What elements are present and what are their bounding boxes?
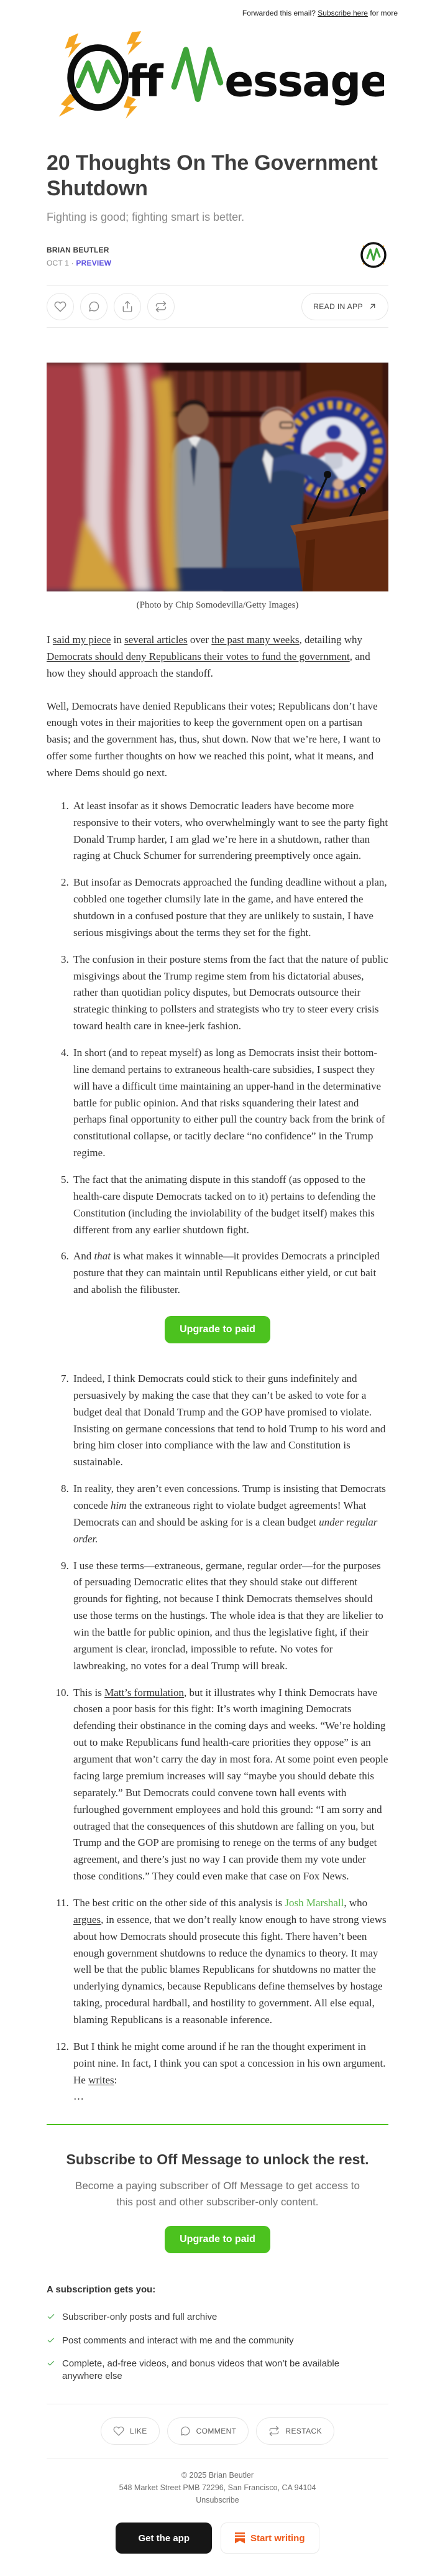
author-name: BRIAN BEUTLER — [47, 245, 109, 254]
unsubscribe-link[interactable]: Unsubscribe — [196, 2496, 239, 2505]
restack-pill-button[interactable] — [256, 2417, 334, 2445]
svg-text:ff: ff — [127, 56, 162, 107]
action-row — [47, 286, 388, 327]
inline-link[interactable]: Democrats should deny Republicans their votes to fund the government — [47, 650, 350, 662]
paywall-section — [47, 2151, 388, 2253]
share-button[interactable] — [114, 293, 141, 320]
forwarded-suffix: for more — [367, 9, 398, 17]
numbered-list-item — [71, 1895, 388, 2029]
comment-label: COMMENT — [196, 2427, 237, 2436]
photo-caption: (Photo by Chip Somodevilla/Getty Images) — [136, 600, 299, 610]
text-run: At least insofar as it shows Democratic leaders have become more responsive to their voters, who overwhelmingly want to see the party fight Donald Trump harder, I am glad we’re here in a shutdown, rather than raging at Chuck Schumer for surrendering preemptively once again. — [73, 799, 388, 862]
heart-icon — [54, 300, 66, 313]
numbered-list-item — [71, 798, 388, 864]
benefits-section — [47, 2284, 388, 2383]
text-run: Indeed, I think Democrats could stick to their guns indefinitely and persuasively by making the case that they can’t be asked to vote for a budget deal that Donald Trump and the GOP have promised to violate. Insisting on germane concessions that tend to hold Trump to his word and bring him closer into compliance with the law and Constitution is sustainable. — [73, 1373, 386, 1468]
numbered-list-item — [71, 1248, 388, 1299]
preview-badge: PREVIEW — [76, 258, 112, 267]
upgrade-to-paid-button[interactable]: Upgrade to paid — [165, 2226, 270, 2253]
text-run: the extraneous right to violate budget agreements! What Democrats can and should be asking for is a clean budget — [73, 1499, 367, 1528]
publisher-address: 548 Market Street PMB 72296, San Francisco, CA 94104 — [119, 2483, 316, 2493]
text-run: , but it illustrates why I think Democrats have chosen a poor basis for this fight: It’s worth imagining Democrats defending their obstinance in the coming days and weeks. “We’re holding out to make Republicans fund health-care priorities they oppose” is an argument that won’t carry the day in most fora. At some point even people facing large premium increases will say “maybe you should debate this separately.” But Democrats could convene town hall events with furloughed government employees and hold this ground: “I am sorry and outraged that the consequences of this shutdown are falling on you, but Trump and the GOP are promising to renege on the terms of any budget agreement, and there’s just no way I can provide them my vote under those conditions.” They could even make that case on Fox News. — [73, 1686, 388, 1883]
inline-link[interactable]: Matt’s formulation — [104, 1686, 185, 1698]
numbered-list-item — [71, 1371, 388, 1471]
comment-button[interactable] — [80, 293, 108, 320]
text-run: I use these terms—extraneous, germane, regular order—for the purposes of persuading Democratic elites that they should stake out different grounds for fighting, not because I think Democrats themselves should use those terms on the hustings. The whole idea is that they are likelier to win the battle for public opinion, and thus the legislative fight, if their argument is clear, ironclad, impossible to refute. No votes for lawbreaking, no votes for a deal Trump will break. — [73, 1559, 383, 1672]
numbered-list-item — [71, 1172, 388, 1238]
numbered-list-item — [71, 952, 388, 1035]
text-run: This is — [73, 1686, 105, 1698]
text-run: in — [111, 633, 125, 646]
benefit-item — [47, 2311, 370, 2323]
article-body — [47, 632, 388, 2105]
benefits-title: A subscription gets you: — [47, 2284, 156, 2296]
check-icon — [47, 2336, 55, 2345]
benefit-item — [47, 2335, 370, 2347]
article-photo — [47, 363, 388, 611]
benefit-item — [47, 2358, 370, 2383]
text-run: The confusion in their posture stems from the fact that the nature of public misgivings about the Trump regime stem from his dictatorial abuses, rather than quotidian policy disputes, but Democrats outsource their strategic thinking to pollsters and strategists who try to steer every crisis toward health care in knee-jerk fashion. — [73, 953, 388, 1032]
text-run: , and how they should approach the standoff. — [47, 650, 370, 679]
start-writing-button[interactable] — [221, 2523, 319, 2554]
text-run: is what makes it winnable—it provides Democrats a principled posture that they can maintain until Republicans either yield, or cut bait and abolish the filibuster. — [73, 1250, 380, 1296]
paywall-subtext: Become a paying subscriber of Off Message to get access to this post and other subscriber-only content. — [75, 2180, 360, 2208]
paywall-heading: Subscribe to Off Message to unlock the rest. — [66, 2151, 369, 2168]
text-run: , in essence, that we don’t really know enough to have strong views about how Democrats should prosecute this fight. There haven’t been enough government shutdowns to reduce the dynamics to theory. It may well be that the public blames Republicans for shutdowns no matter the underlying dynamics, because Republicans define themselves by hostage taking, procedural hardball, and hostility to government. All else equal, blaming Republicans is a reasonable inference. — [73, 1913, 387, 2026]
text-run: that — [94, 1250, 111, 1263]
numbered-list-item — [71, 1481, 388, 1547]
page-title: 20 Thoughts On The Government Shutdown — [47, 151, 378, 201]
restack-button[interactable] — [147, 293, 175, 320]
inline-link[interactable]: Josh Marshall — [285, 1896, 344, 1909]
text-run: But insofar as Democrats approached the funding deadline without a plan, cobbled one together clumsily late in the game, and have entered the shutdown in a confused posture that they are unlikely to sustain, I have serious misgivings about the terms they set for the fight. — [73, 876, 387, 938]
text-run: The fact that the animating dispute in this standoff (as opposed to the health-care dispute Democrats tacked on to it) pertains to defending the Constitution (including the inviolability of the budget itself) makes this different from any earlier shutdown fight. — [73, 1174, 376, 1236]
numbered-list-item — [71, 874, 388, 941]
post-date: OCT 1 — [47, 258, 70, 267]
paragraph — [47, 698, 388, 782]
text-run: Well, Democrats have denied Republicans their votes; Republicans don’t have enough votes in their majorities to keep the government open on a partisan basis; and the government has, thus, shut down. Now that we’re here, I want to offer some further thoughts on how we reached this point, what it means, and where Dems should go next. — [47, 700, 381, 779]
comment-icon — [88, 300, 100, 313]
press-conference-photo — [47, 363, 388, 591]
publication-avatar-icon — [359, 240, 388, 270]
action-icons — [47, 293, 175, 320]
check-icon — [47, 2359, 55, 2368]
read-in-app-label: READ IN APP — [313, 302, 363, 311]
like-pill-button[interactable] — [101, 2417, 160, 2445]
footer-meta — [47, 2469, 388, 2506]
text-run: I — [47, 633, 53, 646]
off-message-logo-icon — [55, 31, 384, 119]
upgrade-to-paid-button[interactable]: Upgrade to paid — [165, 1316, 270, 1343]
comment-icon — [180, 2425, 191, 2437]
get-the-app-button[interactable]: Get the app — [116, 2523, 212, 2554]
text-run: But I think he might come around if he ran the thought experiment in point nine. In fact, I think you can spot a concession in his own argument. He — [73, 2040, 386, 2086]
svg-text:essage: essage — [224, 56, 384, 107]
subscribe-here-link[interactable]: Subscribe here — [318, 9, 368, 17]
numbered-list-item — [71, 1685, 388, 1885]
inline-link[interactable]: argues — [73, 1913, 101, 1925]
copyright: © 2025 Brian Beutler — [181, 2471, 254, 2480]
numbered-list-item — [71, 2039, 388, 2105]
paywall-divider — [47, 2124, 388, 2125]
heart-icon — [113, 2425, 124, 2437]
inline-link[interactable]: writes — [88, 2073, 114, 2086]
text-run: under regular order. — [73, 1516, 378, 1545]
restack-icon — [268, 2425, 280, 2437]
forwarded-banner — [0, 0, 435, 17]
text-run: , detailing why — [299, 633, 362, 646]
inline-link[interactable]: said my piece — [52, 633, 111, 646]
post-subtitle: Fighting is good; fighting smart is better. — [47, 210, 245, 223]
arrow-up-right-icon — [369, 302, 377, 310]
text-run: In short (and to repeat myself) as long as Democrats insist their bottom-line demand pertains to extraneous health-care subsidies, I suspect they will have a difficult time maintaining an upper-hand in the determinative battle for public opinion. And that risks squandering their latest and perhaps final opportunity to either pull the country back from the brink of constitutional collapse, or tacitly declare “no confidence” in the Trump regime. — [73, 1046, 385, 1159]
read-in-app-button[interactable] — [301, 293, 388, 320]
post-date-row — [47, 259, 111, 267]
benefits-list — [47, 2311, 388, 2383]
like-button[interactable] — [47, 293, 74, 320]
like-label: LIKE — [129, 2427, 147, 2436]
text-run: … — [73, 2090, 84, 2103]
text-run: And — [73, 1250, 94, 1263]
forwarded-text: Forwarded this email? — [242, 9, 316, 17]
text-run: The best critic on the other side of this analysis is — [73, 1896, 285, 1909]
text-run: over — [187, 633, 212, 646]
avatar[interactable] — [359, 240, 388, 273]
off-message-logo[interactable] — [55, 31, 435, 122]
bolt-icon — [127, 31, 142, 55]
benefit-label: Subscriber-only posts and full archive — [62, 2312, 218, 2323]
numbered-list-item — [71, 1558, 388, 1675]
inline-link[interactable]: several articles — [124, 633, 188, 646]
text-run: him — [110, 1499, 127, 1512]
inline-link[interactable]: the past many weeks — [211, 633, 300, 646]
comment-pill-button[interactable] — [167, 2417, 249, 2445]
numbered-list-item — [71, 1045, 388, 1162]
restack-label: RESTACK — [285, 2427, 322, 2436]
byline-row — [47, 240, 388, 273]
dot-separator: · — [71, 258, 74, 267]
text-run: , who — [344, 1896, 368, 1909]
check-icon — [47, 2312, 55, 2321]
numbered-list — [47, 1371, 388, 2105]
substack-bookmark-icon — [235, 2532, 245, 2544]
benefit-label: Post comments and interact with me and the community — [62, 2335, 294, 2346]
benefit-label: Complete, ad-free videos, and bonus videos that won’t be available anywhere else — [62, 2358, 340, 2381]
start-writing-label: Start writing — [250, 2532, 305, 2544]
numbered-list — [47, 798, 388, 1299]
footer-actions — [47, 2404, 388, 2458]
share-icon — [121, 300, 134, 313]
divider — [47, 327, 388, 328]
byline-text — [47, 246, 111, 267]
text-run: In reality, they aren’t even concessions. Trump is insisting that Democrats concede — [73, 1483, 386, 1512]
restack-icon — [155, 300, 167, 313]
app-buttons-row — [47, 2523, 388, 2576]
paragraph — [47, 632, 388, 682]
text-run: : — [114, 2073, 117, 2086]
